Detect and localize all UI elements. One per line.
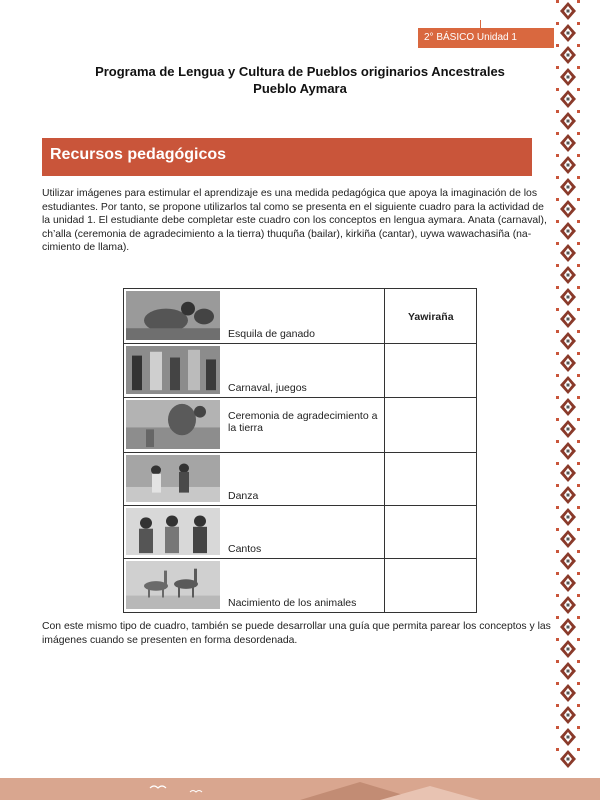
table-row	[124, 344, 476, 398]
table-row	[124, 559, 476, 612]
intro-paragraph: Utilizar imágenes para estimular el aprendizaje es una medida pedagógica que apoya la imaginación de los estudiantes. Por tanto, se propone utilizarlos tal como se presenta en el siguiente cuadro para la actividad de la unidad 1. El estudiante debe completar este cuadro con los conceptos en lengua aymara. Anata (carnaval), ch’alla (ceremonia de agradecimiento a la tierra) thuquña (bailar), kirkiña (cantar), uywa wawachasiña (na-cimiento de llama).	[42, 188, 547, 253]
table-row	[124, 289, 476, 344]
row-label: Ceremonia de agradecimiento a la tierra	[228, 410, 378, 434]
photo-ceremony	[126, 400, 220, 449]
table-row	[124, 398, 476, 453]
section-heading: Recursos pedagógicos	[42, 138, 532, 176]
row-label: Esquila de ganado	[228, 328, 315, 340]
row-label: Cantos	[228, 543, 262, 555]
photo-carnival	[126, 346, 220, 394]
closing-paragraph: Con este mismo tipo de cuadro, también se puede desarrollar una guía que permita parear los conceptos y las imágenes cuando se presenten en forma desordenada.	[42, 621, 551, 646]
photo-shearing	[126, 291, 220, 340]
photo-dance	[126, 455, 220, 502]
decorative-border-pattern	[556, 0, 580, 770]
column-header-yawirana: Yawiraña	[408, 311, 454, 323]
row-label: Nacimiento de los animales	[228, 597, 357, 609]
photo-singing	[126, 508, 220, 555]
vocabulary-table	[123, 288, 477, 613]
grade-tag: 2° BÁSICO Unidad 1	[418, 28, 554, 48]
row-label: Danza	[228, 490, 259, 502]
program-title: Programa de Lengua y Cultura de Pueblos originarios Ancestrales	[95, 64, 505, 79]
table-row	[124, 453, 476, 506]
table-row	[124, 506, 476, 559]
row-label: Carnaval, juegos	[228, 382, 307, 394]
footer-landscape-band	[0, 778, 600, 800]
program-subtitle: Pueblo Aymara	[253, 81, 347, 96]
photo-llamas	[126, 561, 220, 609]
